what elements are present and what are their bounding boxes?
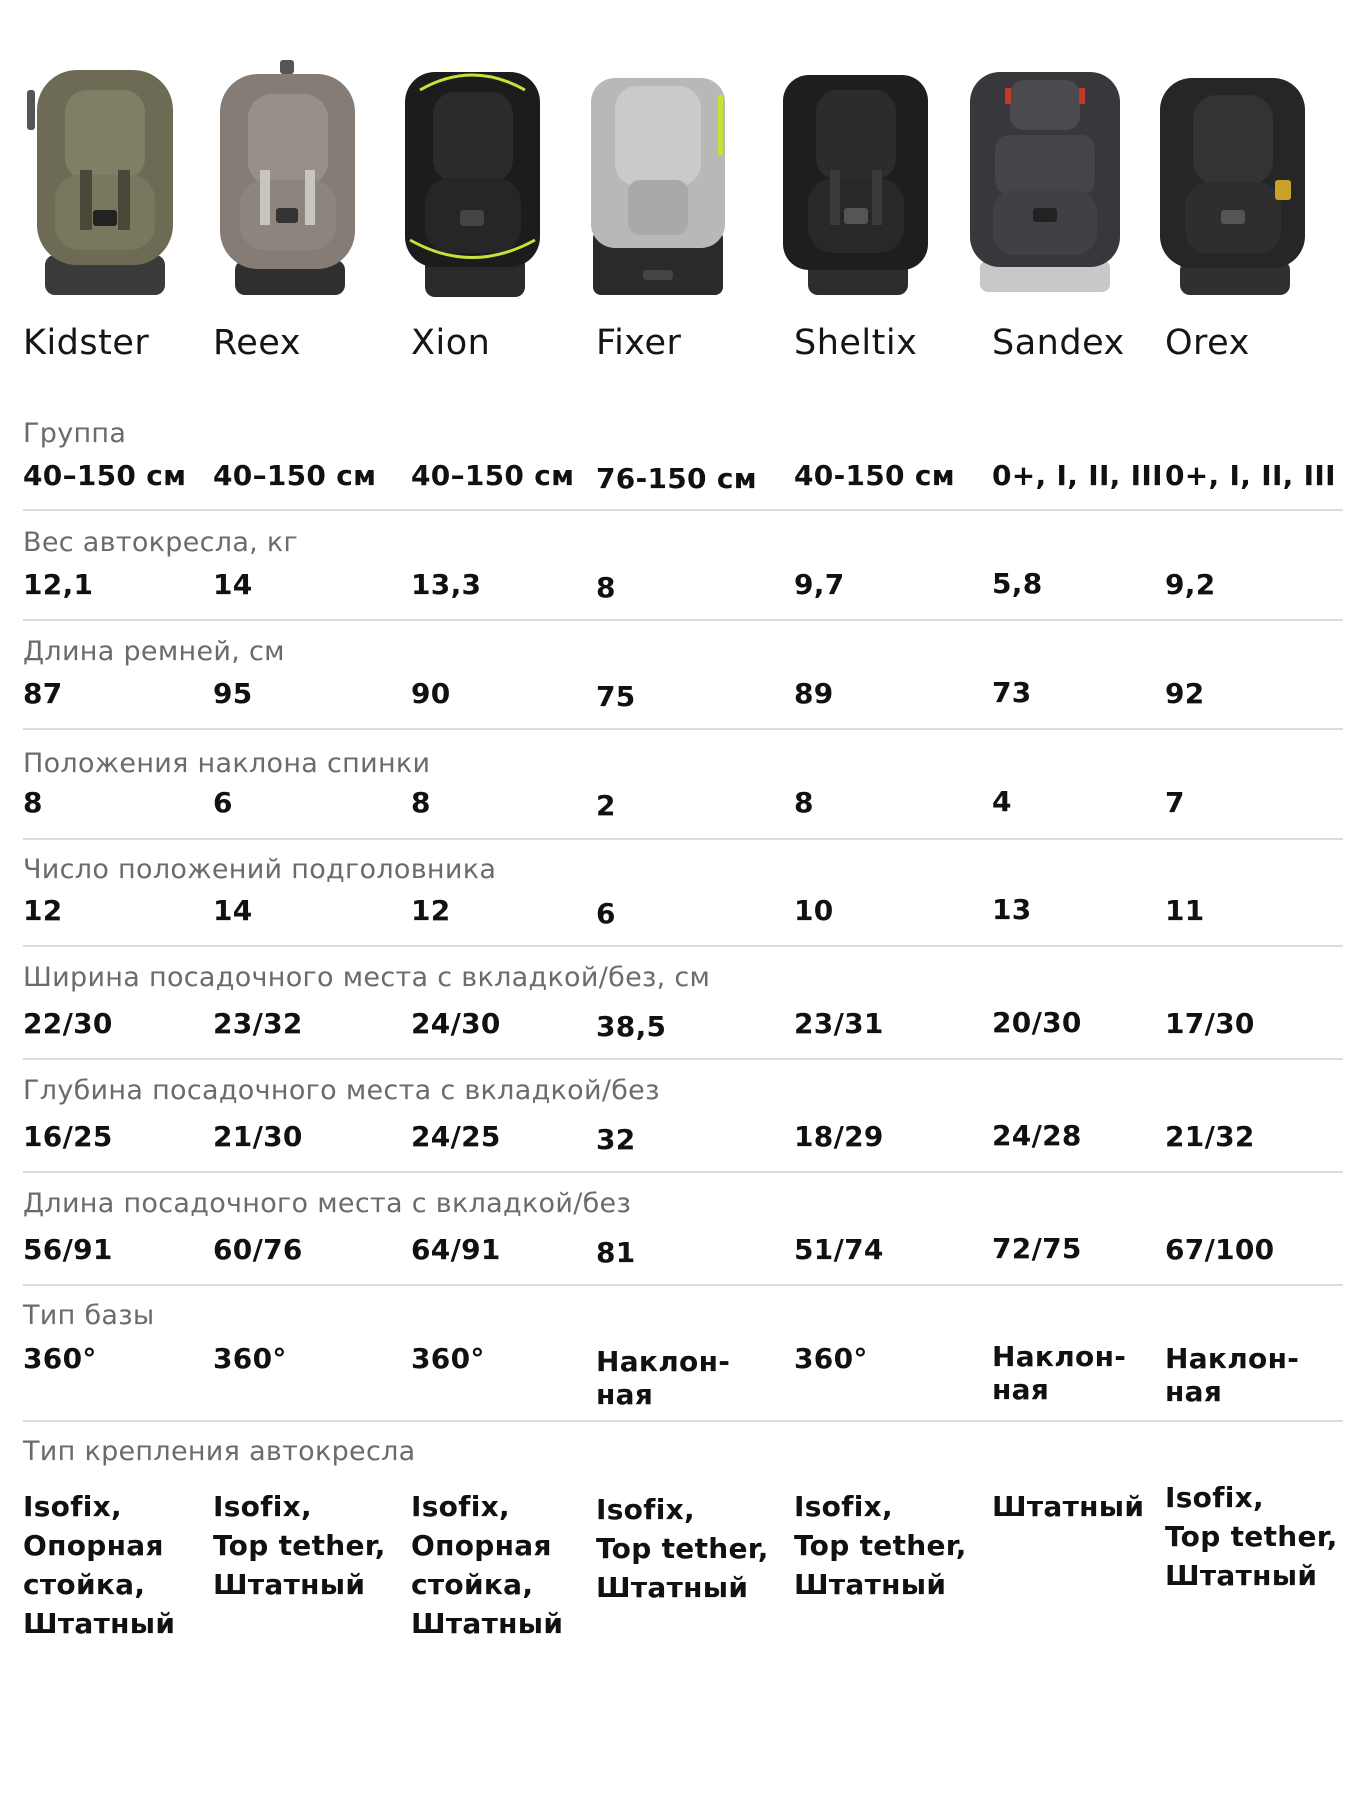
cell-value: 360° (794, 1342, 868, 1375)
cell-value: 360° (411, 1342, 485, 1375)
cell-value: 90 (411, 677, 451, 710)
row-label-base-type: Тип базы (23, 1300, 155, 1331)
cell-value: 24/25 (411, 1120, 501, 1153)
cell-value: 18/29 (794, 1120, 884, 1153)
cell-value: 8 (794, 786, 814, 819)
cell-value: 89 (794, 677, 834, 710)
cell-value: 10 (794, 894, 834, 927)
cell-value: Isofix, Опорная стойка, Штатный (411, 1490, 564, 1640)
cell-value: Наклон- ная (1165, 1342, 1300, 1408)
cell-value: 60/76 (213, 1233, 303, 1266)
model-name-fixer: Fixer (596, 323, 682, 363)
cell-value: 12 (23, 894, 63, 927)
seat-image-fixer (583, 60, 733, 300)
cell-value: 9,7 (794, 568, 845, 601)
car-seat-black-icon (778, 60, 933, 300)
cell-value: 76-150 см (596, 462, 757, 495)
cell-value: 38,5 (596, 1010, 667, 1043)
cell-value: Isofix, Top tether, Штатный (213, 1490, 386, 1601)
cell-value: 21/32 (1165, 1120, 1255, 1153)
cell-value: 23/32 (213, 1007, 303, 1040)
cell-value: 12 (411, 894, 451, 927)
row-label-recline-positions: Положения наклона спинки (23, 748, 431, 779)
cell-value: 24/30 (411, 1007, 501, 1040)
seat-image-sandex (965, 60, 1125, 300)
cell-value: 6 (213, 786, 233, 819)
cell-value: 13,3 (411, 568, 482, 601)
cell-value: 2 (596, 789, 616, 822)
model-name-kidster: Kidster (23, 323, 150, 363)
cell-value: 75 (596, 680, 636, 713)
car-seat-black-lime-icon (400, 60, 545, 300)
cell-value: 95 (213, 677, 253, 710)
cell-value: 24/28 (992, 1119, 1082, 1152)
cell-value: Isofix, Top tether, Штатный (794, 1490, 967, 1601)
cell-value: 6 (596, 897, 616, 930)
model-name-sheltix: Sheltix (794, 323, 918, 363)
row-divider (23, 1171, 1343, 1173)
seat-image-sheltix (778, 60, 933, 300)
cell-value: 8 (596, 571, 616, 604)
cell-value: 72/75 (992, 1232, 1082, 1265)
cell-value: 16/25 (23, 1120, 113, 1153)
cell-value: 32 (596, 1123, 636, 1156)
cell-value: 17/30 (1165, 1007, 1255, 1040)
row-label-belt-length: Длина ремней, см (23, 636, 285, 667)
cell-value: 5,8 (992, 567, 1043, 600)
cell-value: 360° (213, 1342, 287, 1375)
car-seat-charcoal-icon (965, 60, 1125, 300)
model-name-xion: Xion (411, 323, 491, 363)
cell-value: Наклон- ная (992, 1340, 1127, 1406)
row-divider (23, 1058, 1343, 1060)
cell-value: 64/91 (411, 1233, 501, 1266)
cell-value: 14 (213, 568, 253, 601)
cell-value: 11 (1165, 894, 1205, 927)
row-label-seat-depth: Глубина посадочного места с вкладкой/без (23, 1075, 660, 1106)
seat-image-orex (1155, 60, 1310, 300)
cell-value: 40-150 см (794, 459, 955, 492)
row-label-seat-length: Длина посадочного места с вкладкой/без (23, 1188, 632, 1219)
cell-value: Штатный (992, 1490, 1145, 1523)
cell-value: 22/30 (23, 1007, 113, 1040)
model-name-orex: Orex (1165, 323, 1250, 363)
cell-value: 87 (23, 677, 63, 710)
cell-value: 23/31 (794, 1007, 884, 1040)
cell-value: 92 (1165, 677, 1205, 710)
seat-image-kidster (25, 60, 185, 300)
cell-value: 40–150 см (213, 459, 377, 492)
cell-value: 8 (23, 786, 43, 819)
row-label-mounting-type: Тип крепления автокресла (23, 1436, 416, 1467)
model-name-sandex: Sandex (992, 323, 1125, 363)
cell-value: 0+, I, II, III (1165, 459, 1336, 492)
cell-value: 8 (411, 786, 431, 819)
cell-value: 56/91 (23, 1233, 113, 1266)
cell-value: 14 (213, 894, 253, 927)
cell-value: 0+, I, II, III (992, 459, 1163, 492)
cell-value: 20/30 (992, 1006, 1082, 1039)
cell-value: 360° (23, 1342, 97, 1375)
cell-value: Наклон- ная (596, 1345, 731, 1411)
row-divider (23, 728, 1343, 730)
car-seat-grey-icon (583, 60, 733, 300)
car-seat-olive-icon (25, 60, 185, 300)
car-seat-black-icon (1155, 60, 1310, 300)
cell-value: 7 (1165, 786, 1185, 819)
cell-value: 51/74 (794, 1233, 884, 1266)
row-divider (23, 945, 1343, 947)
row-divider (23, 1284, 1343, 1286)
cell-value: 67/100 (1165, 1233, 1275, 1266)
cell-value: 40–150 см (23, 459, 187, 492)
row-divider (23, 509, 1343, 511)
cell-value: 9,2 (1165, 568, 1216, 601)
cell-value: Isofix, Top tether, Штатный (596, 1493, 769, 1604)
cell-value: 13 (992, 893, 1032, 926)
row-divider (23, 1420, 1343, 1422)
car-seat-taupe-icon (210, 60, 365, 300)
cell-value: 81 (596, 1236, 636, 1269)
cell-value: Isofix, Top tether, Штатный (1165, 1481, 1338, 1592)
seat-image-xion (400, 60, 545, 300)
cell-value: 4 (992, 785, 1012, 818)
row-label-weight: Вес автокресла, кг (23, 527, 299, 558)
cell-value: 40–150 см (411, 459, 575, 492)
cell-value: 21/30 (213, 1120, 303, 1153)
row-divider (23, 838, 1343, 840)
row-label-group: Группа (23, 418, 127, 449)
row-label-seat-width: Ширина посадочного места с вкладкой/без, см (23, 962, 711, 993)
seat-image-reex (210, 60, 365, 300)
row-label-headrest-positions: Число положений подголовника (23, 854, 497, 885)
cell-value: Isofix, Опорная стойка, Штатный (23, 1490, 176, 1640)
cell-value: 12,1 (23, 568, 94, 601)
cell-value: 73 (992, 676, 1032, 709)
model-name-reex: Reex (213, 323, 301, 363)
row-divider (23, 619, 1343, 621)
